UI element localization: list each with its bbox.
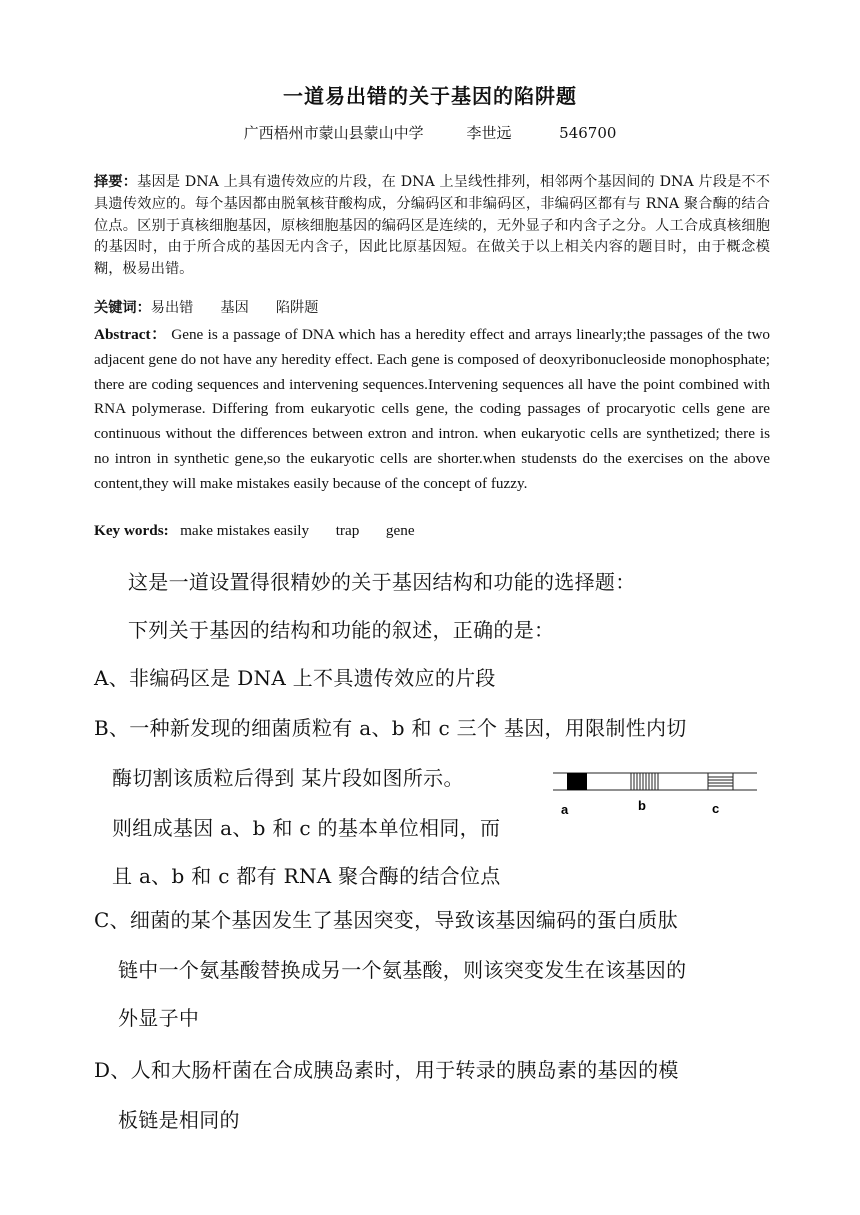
gene-a-block <box>567 773 587 790</box>
abstract-english-label: Abstract： <box>94 326 167 343</box>
intro-line-1: 这是一道设置得很精妙的关于基因结构和功能的选择题： <box>128 570 636 594</box>
keywords-chinese-text: 易出错 基因 陷阱题 <box>150 300 319 316</box>
keywords-chinese <box>94 297 318 317</box>
keywords-english-label: Key words: <box>94 522 169 539</box>
option-c-line-2: 链中一个氨基酸替换成另一个氨基酸，则该突变发生在该基因的 <box>118 958 687 982</box>
option-b-line-4: 且 a、b 和 c 都有 RNA 聚合酶的结合位点 <box>112 864 501 888</box>
option-b-line-1: B、一种新发现的细菌质粒有 a、b 和 c 三个 基因，用限制性内切 <box>94 716 687 740</box>
option-d-line-1: D、人和大肠杆菌在合成胰岛素时，用于转录的胰岛素的基因的模 <box>94 1058 679 1082</box>
keywords-english-text: make mistakes easily trap gene <box>168 522 415 539</box>
option-b-line-3: 则组成基因 a、b 和 c 的基本单位相同，而 <box>112 816 501 840</box>
abstract-chinese-text: 基因是 DNA 上具有遗传效应的片段，在 DNA 上呈线性排列，相邻两个基因间的 DNA 片段是不不具遗传效应的。每个基因都由脱氧核苷酸构成，分编码区和非编码区，非编码区都有与 RNA 聚合酶的结合位点。区别于真核细胞基因，原核细胞基因的编码区是连续的，无外显子和内含子之分。人工合成真核细胞的基因时，由于所合成的基因无内含子，因此比原基因短。在做关于以上相关内容的题目时，由于概念模糊，极易出错。 <box>94 174 770 278</box>
gene-c-label: c <box>712 801 720 816</box>
abstract-english <box>94 323 770 497</box>
intro-line-2: 下列关于基因的结构和功能的叙述，正确的是： <box>128 618 555 642</box>
abstract-english-text: Gene is a passage of DNA which has a heredity effect and arrays linearly;the passages of the two adjacent gene do not have any heredity effect. Each gene is composed of deoxyribonucleoside monophosphate; there are coding sequences and intervening sequences.Intervening sequences all have the point combined with RNA polymerase. Differing from eukaryotic cells gene, the coding passages of procaryotic cells gene are continuous without the differences between extron and intron. when eukaryotic cells are synthetized; there is no intron in synthetic gene,so the eukaryotic cells are shorter.when studensts do the exercises on the above content,they will make mistakes easily because of the concept of fuzzy. <box>94 326 771 492</box>
gene-a-label: a <box>561 802 569 817</box>
abstract-chinese-label: 择要： <box>94 174 138 190</box>
gene-b-block <box>631 773 658 790</box>
page-title: 一道易出错的关于基因的陷阱题 <box>283 84 577 108</box>
option-d-line-2: 板链是相同的 <box>118 1108 240 1132</box>
gene-b-label: b <box>638 798 646 813</box>
plasmid-fragment-figure <box>553 768 757 820</box>
option-c-line-3: 外显子中 <box>118 1006 200 1030</box>
keywords-english <box>94 522 415 540</box>
abstract-chinese <box>94 172 770 281</box>
author-line: 广西梧州市蒙山县蒙山中学 李世远 546700 <box>243 124 617 142</box>
option-a: A、非编码区是 DNA 上不具遗传效应的片段 <box>94 666 496 690</box>
keywords-chinese-label: 关键词： <box>94 300 151 316</box>
gene-c-block <box>708 773 733 790</box>
option-c-line-1: C、细菌的某个基因发生了基因突变，导致该基因编码的蛋白质肽 <box>94 908 679 932</box>
option-b-line-2: 酶切割该质粒后得到 某片段如图所示。 <box>112 766 464 790</box>
